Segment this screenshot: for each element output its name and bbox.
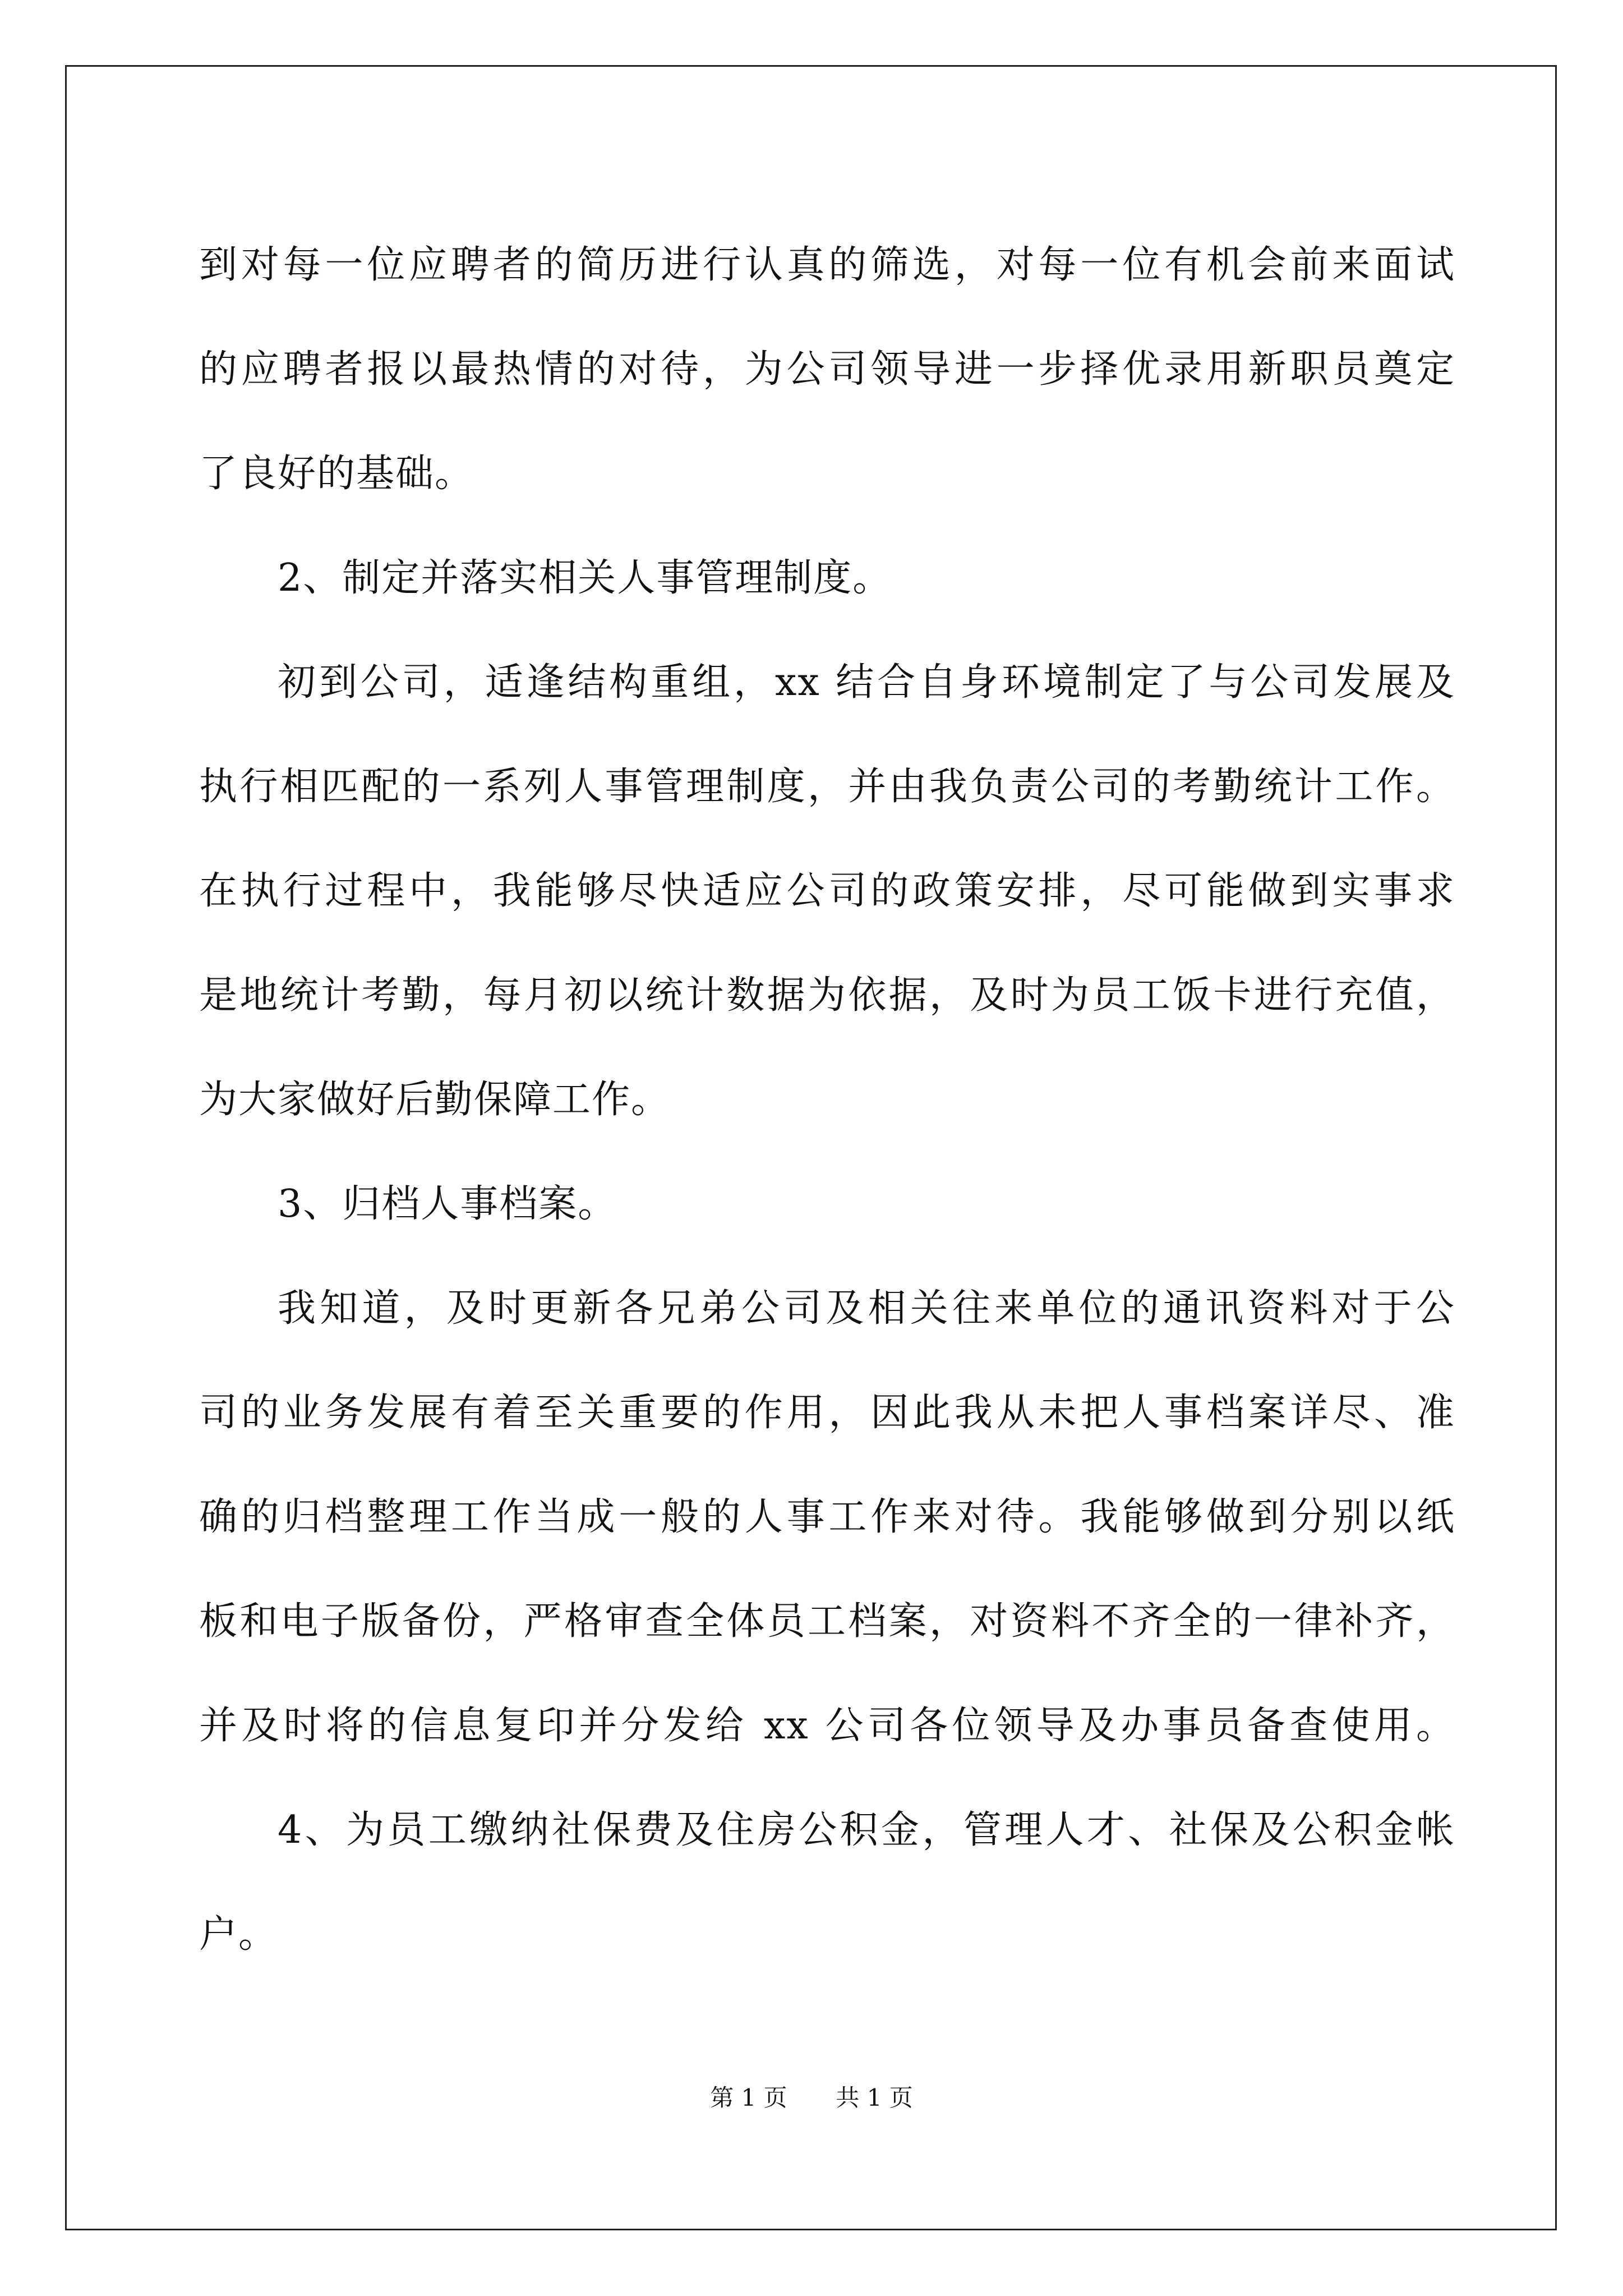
paragraph-start: 初到公司，适逢结构重组，xx 结合自身环境制定了与公司发展及 <box>278 660 1455 705</box>
page-number-current: 第 1 页 <box>710 2084 787 2111</box>
text-line: 为大家做好后勤保障工作。 <box>199 1078 671 1122</box>
text-line: 确的归档整理工作当成一般的人事工作来对待。我能够做到分别以纸 <box>199 1495 1455 1539</box>
text-line: 司的业务发展有着至关重要的作用，因此我从未把人事档案详尽、准 <box>199 1391 1455 1435</box>
text-line: 到对每一位应聘者的简历进行认真的筛选，对每一位有机会前来面试 <box>199 243 1455 287</box>
text-line: 并及时将的信息复印并分发给 xx 公司各位领导及办事员备查使用。 <box>199 1704 1455 1748</box>
paragraph-start: 我知道，及时更新各兄弟公司及相关往来单位的通讯资料对于公 <box>278 1286 1455 1331</box>
page-footer <box>0 2081 1623 2115</box>
text-line: 了良好的基础。 <box>199 452 474 496</box>
document-body <box>199 213 1455 1987</box>
text-line: 户。 <box>199 1912 278 1957</box>
text-line: 的应聘者报以最热情的对待，为公司领导进一步择优录用新职员奠定 <box>199 347 1455 392</box>
text-line: 是地统计考勤，每月初以统计数据为依据，及时为员工饭卡进行充值， <box>199 973 1455 1018</box>
text-line: 在执行过程中，我能够尽快适应公司的政策安排，尽可能做到实事求 <box>199 869 1455 913</box>
section-heading-3: 3、归档人事档案。 <box>278 1182 617 1226</box>
section-heading-2: 2、制定并落实相关人事管理制度。 <box>278 556 892 600</box>
text-line: 执行相匹配的一系列人事管理制度，并由我负责公司的考勤统计工作。 <box>199 765 1455 809</box>
page-number-total: 共 1 页 <box>836 2084 913 2111</box>
text-line: 板和电子版备份，严格审查全体员工档案，对资料不齐全的一律补齐， <box>199 1599 1455 1644</box>
section-heading-4: 4、为员工缴纳社保费及住房公积金，管理人才、社保及公积金帐 <box>278 1808 1455 1852</box>
